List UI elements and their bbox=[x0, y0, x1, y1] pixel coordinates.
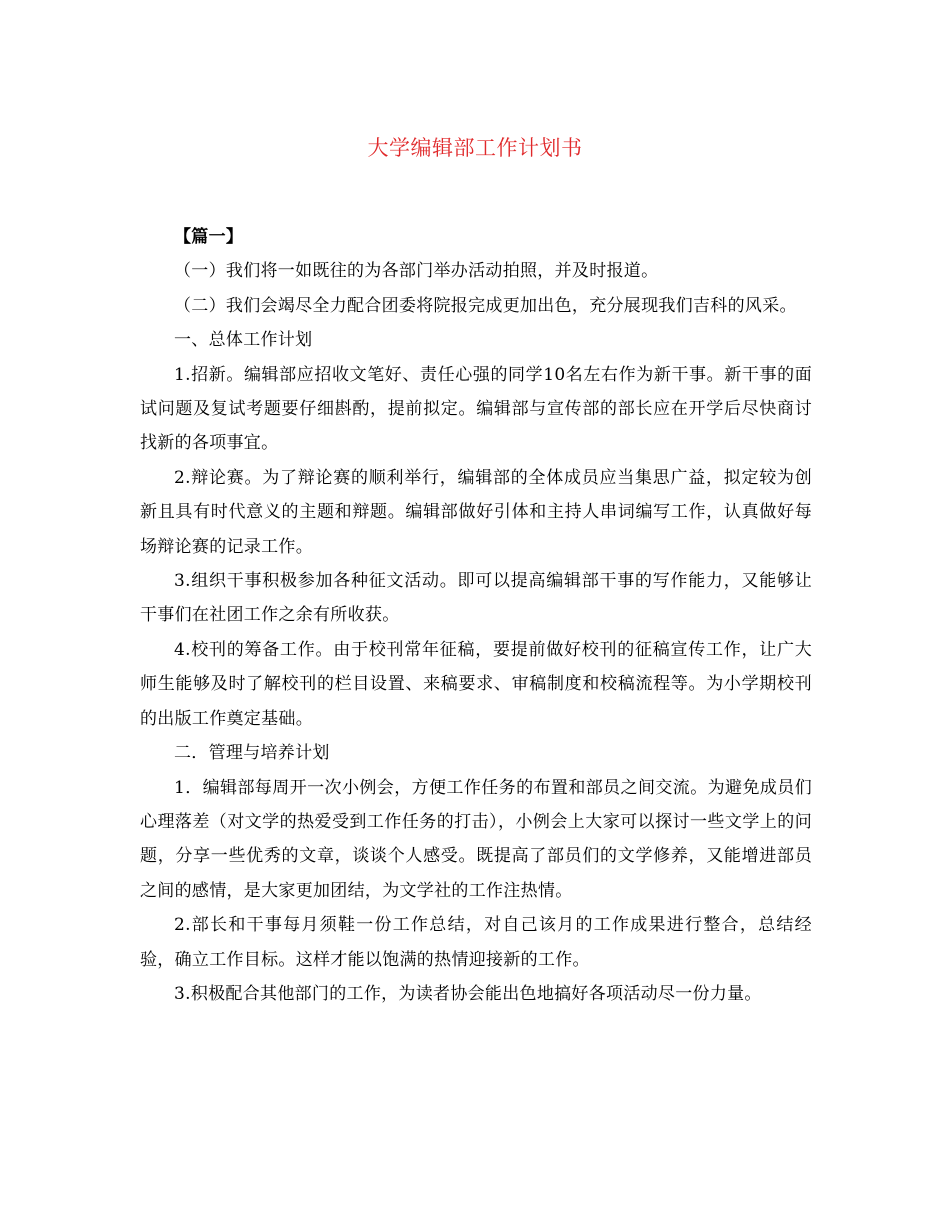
paragraph-weekly-meeting: 1．编辑部每周开一次小例会，方便工作任务的布置和部员之间交流。为避免成员们心理落差（对文学的热爱受到工作任务的打击），小例会上大家可以探讨一些文学上的问题，分享一些优秀的文章，谈谈个人感受。既提高了部员们的文学修养，又能增进部员之间的感情，是大家更加团结，为文学社的工作注热情。 bbox=[140, 777, 812, 901]
section-heading-management: 二．管理与培养计划 bbox=[174, 743, 330, 764]
paragraph-essay-activities: 3.组织干事积极参加各种征文活动。即可以提高编辑部干事的写作能力，又能够让干事们在社团工作之余有所收获。 bbox=[140, 571, 812, 626]
paragraph-item-1: （一）我们将一如既往的为各部门举办活动拍照，并及时报道。 bbox=[174, 261, 659, 282]
section-heading-part-one: 【篇一】 bbox=[174, 227, 244, 247]
paragraph-debate: 2.辩论赛。为了辩论赛的顺利举行，编辑部的全体成员应当集思广益，拟定较为创新且具有时代意义的主题和辩题。编辑部做好引体和主持人串词编写工作，认真做好每场辩论赛的记录工作。 bbox=[140, 467, 812, 557]
document-body bbox=[140, 220, 812, 1011]
paragraph-item-2: （二）我们会竭尽全力配合团委将院报完成更加出色，充分展现我们吉科的风采。 bbox=[174, 295, 797, 316]
paragraph-recruitment: 1.招新。编辑部应招收文笔好、责任心强的同学10名左右作为新干事。新干事的面试问题及复试考题要仔细斟酌，提前拟定。编辑部与宣传部的部长应在开学后尽快商讨找新的各项事宜。 bbox=[140, 364, 812, 454]
paragraph-cooperation: 3.积极配合其他部门的工作，为读者协会能出色地搞好各项活动尽一份力量。 bbox=[174, 983, 762, 1004]
section-heading-overall-plan: 一、总体工作计划 bbox=[174, 330, 313, 351]
paragraph-school-journal: 4.校刊的筹备工作。由于校刊常年征稿，要提前做好校刊的征稿宣传工作，让广大师生能够及时了解校刊的栏目设置、来稿要求、审稿制度和校稿流程等。为小学期校刊的出版工作奠定基础。 bbox=[140, 639, 812, 729]
document-title: 大学编辑部工作计划书 bbox=[367, 136, 583, 160]
paragraph-monthly-summary: 2.部长和干事每月须鞋一份工作总结，对自己该月的工作成果进行整合，总结经验，确立工作目标。这样才能以饱满的热情迎接新的工作。 bbox=[140, 915, 812, 970]
